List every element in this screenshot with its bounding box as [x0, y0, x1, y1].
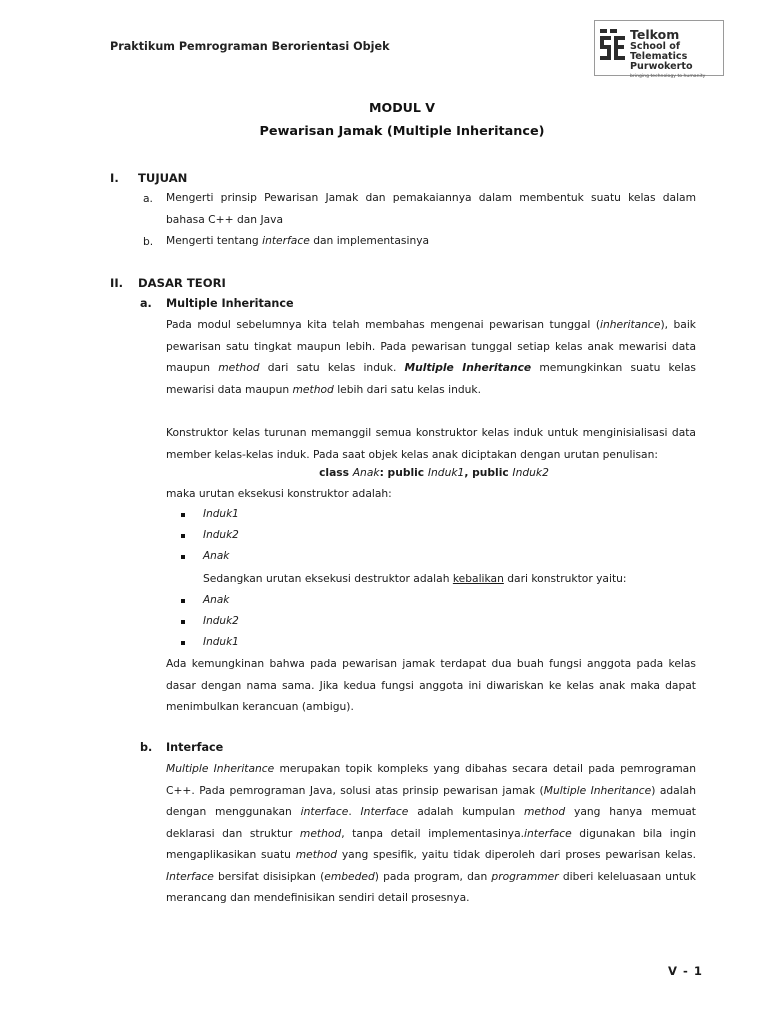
text-run: Sedangkan urutan eksekusi destruktor adalah — [203, 572, 453, 585]
text-run: ) pada program, dan — [374, 869, 492, 883]
text-run: digunakan bila ingin mengaplikasikan suatu — [166, 826, 696, 861]
bullet-icon — [181, 641, 185, 645]
objective-b-letter: b. — [143, 235, 154, 248]
text-run: Interface — [360, 805, 409, 818]
section-1-heading: TUJUAN — [138, 171, 188, 185]
logo-school: School of Telematics — [630, 40, 688, 62]
constructor-order-item: Anak — [203, 550, 230, 562]
objective-b-text — [166, 230, 696, 252]
text-run: Multiple Inheritance — [404, 361, 532, 374]
text-run: Interface — [166, 869, 214, 883]
subsection-b-heading: Interface — [166, 741, 224, 754]
module-subtitle: Pewarisan Jamak (Multiple Inheritance) — [259, 124, 545, 139]
text-run: interface — [262, 234, 310, 247]
text-run: dari satu kelas induk. — [259, 361, 405, 374]
text-run: method — [218, 361, 260, 374]
section-2-heading: DASAR TEORI — [138, 276, 226, 290]
telkom-logo-icon — [599, 27, 627, 65]
text-run: interface — [524, 826, 572, 840]
destructor-order-item: Induk2 — [203, 615, 239, 627]
ambiguity-paragraph: Ada kemungkinan bahwa pada pewarisan jamak terdapat dua buah fungsi anggota pada kelas dasar dengan nama sama. Jika kedua fungsi anggota ini diwariskan ke kelas anak maka dapat menimbulkan kerancuan (ambigu). — [166, 657, 696, 713]
text-run: method — [523, 805, 566, 818]
bullet-icon — [181, 534, 185, 538]
text-run: class — [319, 466, 353, 479]
destructor-order-item: Induk1 — [203, 636, 239, 648]
bullet-icon — [181, 620, 185, 624]
interface-paragraph — [166, 758, 696, 909]
text-run: embeded — [324, 869, 375, 883]
text-run: method — [299, 826, 342, 840]
multiple-inheritance-paragraph — [166, 314, 696, 400]
text-run: Induk1 — [427, 466, 465, 479]
module-title: MODUL V — [368, 100, 436, 115]
text-run: kebalikan — [452, 572, 504, 585]
bullet-icon — [181, 513, 185, 517]
text-run: , tanpa detail implementasinya. — [341, 826, 525, 840]
text-run: Multiple Inheritance — [543, 783, 652, 797]
section-1-numeral: I. — [110, 171, 119, 185]
subsection-a-heading: Multiple Inheritance — [166, 297, 294, 310]
telkom-logo — [594, 20, 724, 79]
destructor-order-intro — [203, 572, 627, 585]
text-run: yang hanya memuat deklarasi dan struktur — [166, 805, 696, 840]
bullet-icon — [181, 555, 185, 559]
subsection-b-letter: b. — [140, 741, 153, 754]
text-run: inheritance — [600, 318, 661, 331]
text-run: merupakan topik kompleks yang dibahas secara detail pada pemrograman C++. Pada pemrograman Java, solusi atas prinsip pewarisan jamak ( — [166, 762, 696, 797]
text-run: Anak — [352, 466, 380, 479]
text-run: dan implementasinya — [309, 234, 430, 247]
text-run: . — [348, 805, 361, 818]
constructor-order-intro: maka urutan eksekusi konstruktor adalah: — [166, 487, 392, 500]
logo-brand: Telkom — [630, 27, 680, 42]
constructor-order-item: Induk2 — [203, 529, 239, 541]
constructor-paragraph: Konstruktor kelas turunan memanggil semua konstruktor kelas induk untuk menginisialisasi data member kelas-kelas induk. Pada saat objek kelas anak diciptakan dengan urutan penulisan: — [166, 426, 696, 461]
text-run: ), baik pewarisan satu tingkat maupun lebih. Pada pewarisan tunggal setiap kelas anak mewarisi data maupun — [166, 318, 696, 374]
text-run: method — [292, 382, 334, 396]
logo-city: Purwokerto — [630, 61, 693, 73]
text-run: lebih dari satu kelas induk. — [333, 382, 481, 396]
text-run: Multiple Inheritance — [166, 762, 275, 775]
class-syntax-line — [0, 466, 768, 479]
text-run: interface — [300, 805, 349, 818]
text-run: bersifat disisipkan ( — [213, 869, 325, 883]
subsection-a-letter: a. — [140, 297, 152, 310]
logo-tagline: bringing technology to humanity — [630, 73, 706, 79]
text-run: Pada modul sebelumnya kita telah membahas mengenai pewarisan tunggal ( — [166, 318, 601, 331]
text-run: Induk2 — [512, 466, 549, 479]
destructor-order-item: Anak — [203, 594, 230, 606]
text-run: , public — [464, 466, 513, 479]
document-header-title: Praktikum Pemrograman Berorientasi Objek — [110, 40, 390, 53]
text-run: yang spesifik, yaitu tidak diperoleh dari proses pewarisan kelas. — [337, 848, 696, 861]
text-run: ) adalah dengan menggunakan — [166, 783, 697, 818]
text-run: diberi keleluasaan untuk merancang dan mendefinisikan sendiri detail prosesnya. — [166, 869, 696, 904]
constructor-order-item: Induk1 — [203, 508, 239, 520]
text-run: dari konstruktor yaitu: — [503, 572, 627, 585]
text-run: Mengerti tentang — [166, 234, 263, 247]
objective-a-text: Mengerti prinsip Pewarisan Jamak dan pemakaiannya dalam membentuk suatu kelas dalam bahasa C++ dan Java — [166, 191, 696, 226]
page-number: V - 1 — [668, 964, 703, 978]
text-run: adalah kumpulan — [408, 805, 524, 818]
text-run: memungkinkan suatu kelas mewarisi data maupun — [166, 361, 696, 396]
text-run: programmer — [491, 869, 559, 883]
bullet-icon — [181, 599, 185, 603]
text-run: method — [295, 848, 338, 861]
objective-a-letter: a. — [143, 192, 153, 205]
section-2-numeral: II. — [110, 276, 124, 290]
text-run: : public — [379, 466, 428, 479]
